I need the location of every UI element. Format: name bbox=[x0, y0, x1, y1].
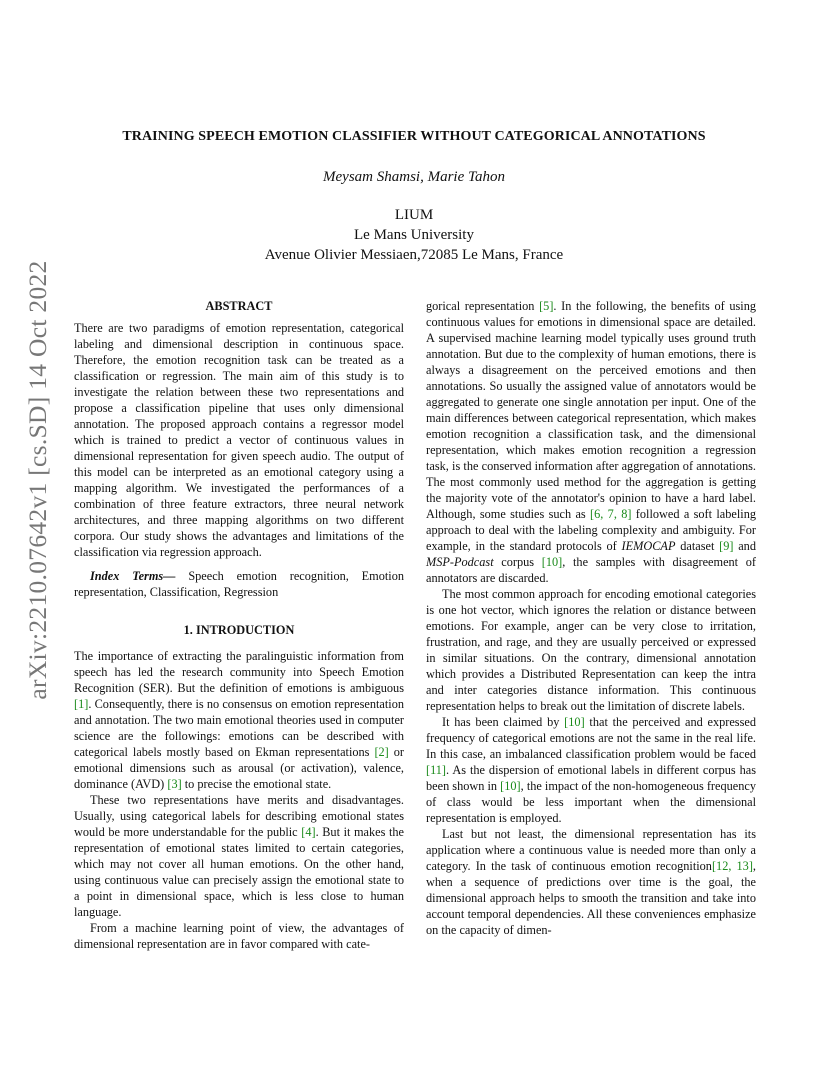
intro-paragraph-4: gorical representation [5]. In the following, the benefits of using continuous values for emotions in dimensional space are detailed. A supervised machine learning model typically uses ground truth annotation. But due to the complexity of human emotions, there is always a disagreement on the perceived emotions and then annotations. So usually the assigned value of annotators would be aggregated to generate one single annotation per input. One of the main differences between categorical representation, which makes emotion recognition a classification task, and the dimensional representation, which makes emotion recognition a regression task, is the conserved information after aggregation of annotations. The most commonly used method for the aggregation is getting the majority vote of the annotator's opinion to have a hard label. Although, some studies such as [6, 7, 8] followed a soft labeling approach to deal with the labeling complexity and ambiguity. For example, in the standard protocols of IEMOCAP dataset [9] and MSP-Podcast corpus [10], the samples with disagreement of annotators are discarded. bbox=[426, 299, 757, 585]
citation-link[interactable]: [5] bbox=[539, 299, 554, 313]
right-column bbox=[426, 298, 756, 938]
abstract-text: There are two paradigms of emotion representation, categorical labeling and dimensional description in continuous space. Therefore, the emotion recognition task can be treated as a classification or regression. The main aim of this study is to investigate the relation between these two representations and propose a classification pipeline that uses only dimensional annotation. The proposed approach contains a regressor model which is trained to predict a vector of continuous values in dimensional representation for given speech audio. The output of this model can be interpreted as an emotional category using a mapping algorithm. We investigated the performances of a combination of three feature extractors, three neural network architectures, and three mapping algorithms on two different corpora. Our study shows the advantages and limitations of the classification via regression approach. bbox=[74, 321, 404, 559]
citation-link[interactable]: [11] bbox=[426, 763, 447, 777]
section-heading-introduction: 1. INTRODUCTION bbox=[183, 623, 295, 637]
intro-paragraph-5: The most common approach for encoding emotional categories is one hot vector, which ignores the relation or distance between emotions. For example, anger can be very close to irritation, frustration, and rage, and they are usually perceived or expressed in similar situations. On the contrary, dimensional annotation which provides a Distributed Representation can keep the intra and inter categories distance information. This continuous representation helps to break out the limitation of discrete labels. bbox=[426, 587, 756, 713]
affiliation bbox=[60, 205, 768, 265]
abstract-heading: ABSTRACT bbox=[205, 299, 273, 313]
index-terms bbox=[74, 568, 404, 600]
paper-title: TRAINING SPEECH EMOTION CLASSIFIER WITHOUT CATEGORICAL ANNOTATIONS bbox=[122, 129, 706, 144]
citation-link[interactable]: [1] bbox=[74, 697, 89, 711]
left-column bbox=[74, 298, 404, 952]
dataset-name: MSP-Podcast bbox=[426, 555, 494, 569]
intro-paragraph-6: It has been claimed by [10] that the perceived and expressed frequency of categorical emotions are not the same in the real life. In this case, an imbalanced classification problem would be faced [11]. As the dispersion of emotional labels in different corpus has been shown in [10], the impact of the non-homogeneous frequency of class would be less important when the dimensional representation is employed. bbox=[426, 715, 756, 825]
intro-paragraph-1: The importance of extracting the paralinguistic information from speech has led the research community into Speech Emotion Recognition (SER). But the definition of emotions is ambiguous [1]. Consequently, there is no consensus on emotion representation and annotation. The two main emotional theories used in computer science are the followings: emotions can be described with categorical labels mostly based on Ekman representations [2] or emotional dimensions such as arousal (or activation), valence, dominance (AVD) [3] to precise the emotional state. bbox=[74, 649, 404, 791]
arxiv-identifier-text: arXiv:2210.07642v1 [cs.SD] 14 Oct 2022 bbox=[23, 260, 52, 700]
citation-link[interactable]: [4] bbox=[301, 825, 316, 839]
affiliation-address: Avenue Olivier Messiaen,72085 Le Mans, France bbox=[264, 247, 564, 263]
citation-link[interactable]: [6, 7, 8] bbox=[590, 507, 632, 521]
citation-link[interactable]: [9] bbox=[719, 539, 734, 553]
index-terms-label: Index Terms— bbox=[90, 569, 176, 583]
citation-link[interactable]: [2] bbox=[374, 745, 389, 759]
citation-link[interactable]: [10] bbox=[541, 555, 563, 569]
arxiv-identifier bbox=[18, 0, 58, 1072]
intro-paragraph-7: Last but not least, the dimensional representation has its application where a continuous value is needed more than only a category. In the task of continuous emotion recognition[12, 13], when a sequence of predictions over time is the goal, the dimensional approach helps to smooth the transition and take into account temporal dependencies. All these conveniences emphasize on the capacity of dimen- bbox=[426, 827, 756, 937]
citation-link[interactable]: [10] bbox=[500, 779, 521, 793]
paper-authors: Meysam Shamsi, Marie Tahon bbox=[323, 169, 505, 185]
citation-link[interactable]: [10] bbox=[564, 715, 585, 729]
index-terms-text: Speech emotion recognition, Emotion representation, Classification, Regression bbox=[74, 569, 405, 599]
citation-link[interactable]: [12, 13] bbox=[711, 859, 753, 873]
intro-paragraph-2: These two representations have merits and disadvantages. Usually, using categorical labels for describing emotional states would be more understandable for the public [4]. But it makes the representation of emotional states limited to certain categories, which may not cover all human emotions. On the other hand, using continuous value can precisely assign the emotional state to a point in dimensional space, which is less close to human language. bbox=[74, 793, 404, 919]
intro-paragraph-3: From a machine learning point of view, the advantages of dimensional representation are in favor compared with cate- bbox=[74, 921, 404, 951]
affiliation-lab: LIUM bbox=[394, 207, 434, 223]
affiliation-university: Le Mans University bbox=[354, 227, 474, 243]
citation-link[interactable]: [3] bbox=[167, 777, 182, 791]
dataset-name: IEMOCAP bbox=[621, 539, 676, 553]
